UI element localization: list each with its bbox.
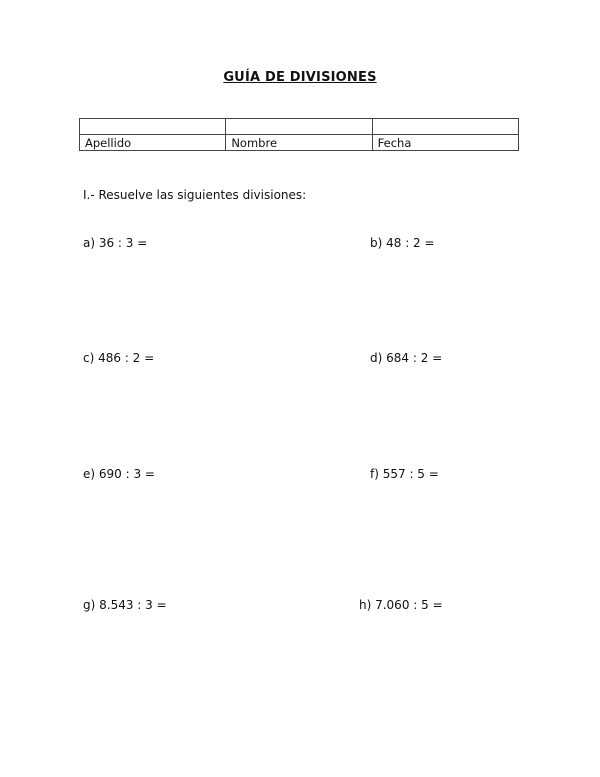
table-cell[interactable] (226, 119, 372, 135)
problem-e: e) 690 : 3 = (83, 467, 155, 481)
apellido-label: Apellido (80, 135, 226, 151)
problem-g: g) 8.543 : 3 = (83, 598, 167, 612)
problem-h: h) 7.060 : 5 = (359, 598, 443, 612)
table-cell[interactable] (80, 119, 226, 135)
fecha-label: Fecha (372, 135, 518, 151)
nombre-label: Nombre (226, 135, 372, 151)
problem-a: a) 36 : 3 = (83, 236, 148, 250)
table-row (80, 135, 519, 151)
problem-c: c) 486 : 2 = (83, 351, 155, 365)
problem-f: f) 557 : 5 = (370, 467, 439, 481)
instruction-text: I.- Resuelve las siguientes divisiones: (83, 188, 307, 202)
page-title: GUÍA DE DIVISIONES (223, 70, 377, 85)
table-row (80, 119, 519, 135)
problem-b: b) 48 : 2 = (370, 236, 435, 250)
problem-d: d) 684 : 2 = (370, 351, 443, 365)
student-info-table (79, 118, 519, 151)
table-cell[interactable] (372, 119, 518, 135)
